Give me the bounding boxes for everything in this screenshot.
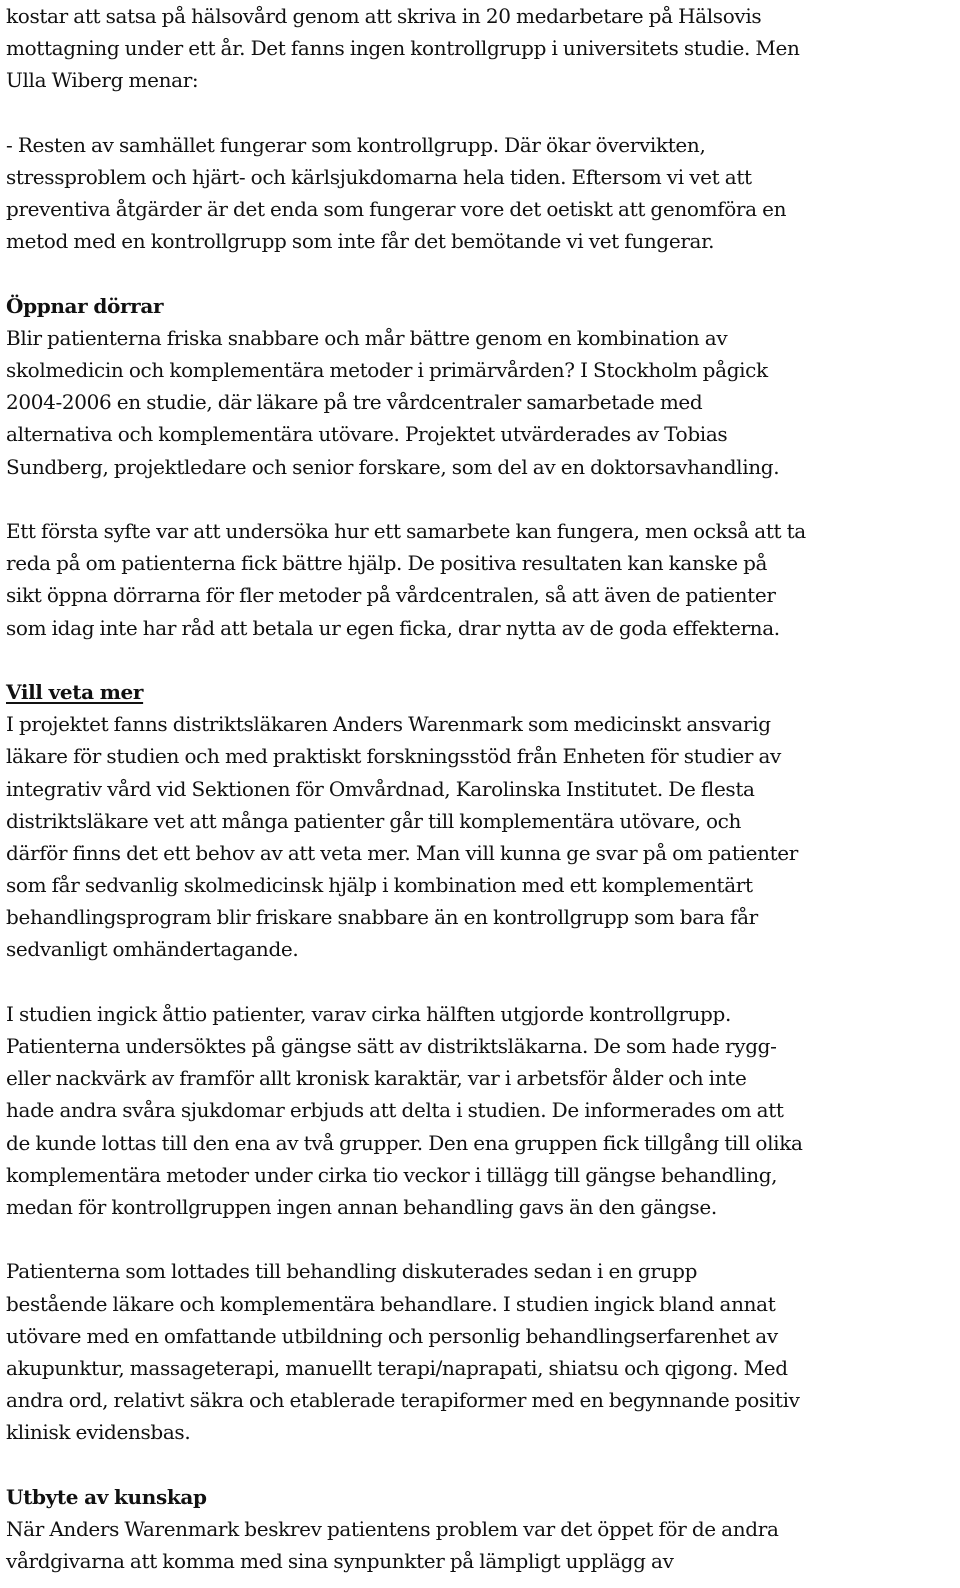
- text-line: andra ord, relativt säkra och etablerade terapiformer med en begynnande positiv: [6, 1388, 800, 1413]
- text-line: Blir patienterna friska snabbare och mår bättre genom en kombination av: [6, 325, 728, 350]
- text-line: behandlingsprogram blir friskare snabbare än en kontrollgrupp som bara får: [6, 905, 758, 930]
- text-line: som idag inte har råd att betala ur egen ficka, drar nytta av de goda effekterna.: [6, 615, 780, 640]
- text-line: preventiva åtgärder är det enda som fungerar vore det oetiskt att genomföra en: [6, 197, 787, 222]
- text-line: hade andra svåra sjukdomar erbjuds att delta i studien. De informerades om att: [6, 1098, 784, 1123]
- text-line: Ett första syfte var att undersöka hur ett samarbete kan fungera, men också att ta: [6, 519, 806, 543]
- text-line: - Resten av samhället fungerar som kontrollgrupp. Där ökar övervikten,: [6, 132, 706, 157]
- text-line: utövare med en omfattande utbildning och personlig behandlingserfarenhet av: [6, 1323, 778, 1348]
- intro-paragraph: [6, 0, 954, 97]
- section2-paragraph-1: [6, 708, 954, 966]
- text-line: medan för kontrollgruppen ingen annan behandling gavs än den gängse.: [6, 1194, 717, 1219]
- paragraph-gap: [6, 483, 954, 515]
- section-oppnar-dorrar: [6, 290, 954, 644]
- paragraph-gap: [6, 258, 954, 290]
- text-line: sikt öppna dörrarna för fler metoder på vårdcentralen, så att även de patienter: [6, 583, 776, 608]
- text-line: kostar att satsa på hälsovård genom att skriva in 20 medarbetare på Hälsovis: [6, 4, 762, 28]
- text-line: vårdgivarna att komma med sina synpunkter på lämpligt upplägg av: [6, 1549, 674, 1573]
- text-line: skolmedicin och komplementära metoder i primärvården? I Stockholm pågick: [6, 358, 768, 383]
- quote-paragraph: [6, 129, 954, 258]
- text-line: I studien ingick åttio patienter, varav cirka hälften utgjorde kontrollgrupp.: [6, 1001, 731, 1026]
- paragraph-gap: [6, 97, 954, 129]
- text-line: komplementära metoder under cirka tio veckor i tillägg till gängse behandling,: [6, 1162, 778, 1187]
- text-line: När Anders Warenmark beskrev patientens problem var det öppet för de andra: [6, 1516, 779, 1541]
- document-page: [6, 0, 954, 1577]
- text-line: distriktsläkare vet att många patienter går till komplementära utövare, och: [6, 808, 742, 833]
- text-line: klinisk evidensbas.: [6, 1420, 191, 1445]
- text-line: metod med en kontrollgrupp som inte får det bemötande vi vet fungerar.: [6, 229, 715, 254]
- text-line: bestående läkare och komplementära behandlare. I studien ingick bland annat: [6, 1291, 776, 1316]
- section2-paragraph-2: [6, 998, 954, 1223]
- section3-paragraph-1: [6, 1513, 954, 1577]
- text-line: integrativ vård vid Sektionen för Omvårdnad, Karolinska Institutet. De flesta: [6, 776, 755, 801]
- paragraph-gap: [6, 1223, 954, 1255]
- text-line: Sundberg, projektledare och senior forskare, som del av en doktorsavhandling.: [6, 454, 780, 479]
- paragraph-gap: [6, 1448, 954, 1480]
- text-line: Patienterna som lottades till behandling diskuterades sedan i en grupp: [6, 1259, 698, 1284]
- text-line: eller nackvärk av framför allt kronisk karaktär, var i arbetsför ålder och inte: [6, 1066, 747, 1091]
- section2-paragraph-3: [6, 1255, 954, 1448]
- text-line: Ulla Wiberg menar:: [6, 68, 199, 93]
- section1-paragraph-2: [6, 515, 954, 644]
- text-line: stressproblem och hjärt- och kärlsjukdomarna hela tiden. Eftersom vi vet att: [6, 164, 752, 189]
- section1-paragraph-1: [6, 322, 954, 483]
- section-heading: Vill veta mer: [6, 679, 144, 704]
- text-line: alternativa och komplementära utövare. Projektet utvärderades av Tobias: [6, 422, 728, 447]
- text-line: de kunde lottas till den ena av två grupper. Den ena gruppen fick tillgång till olika: [6, 1130, 803, 1155]
- text-line: sedvanligt omhändertagande.: [6, 937, 299, 962]
- section-heading: Öppnar dörrar: [6, 293, 164, 318]
- text-line: I projektet fanns distriktsläkaren Anders Warenmark som medicinskt ansvarig: [6, 712, 771, 737]
- text-line: reda på om patienterna fick bättre hjälp. De positiva resultaten kan kanske på: [6, 551, 768, 576]
- section-vill-veta-mer: [6, 676, 954, 1449]
- text-line: läkare för studien och med praktiskt forskningsstöd från Enheten för studier av: [6, 744, 782, 769]
- text-line: därför finns det ett behov av att veta mer. Man vill kunna ge svar på om patienter: [6, 840, 799, 865]
- text-line: mottagning under ett år. Det fanns ingen kontrollgrupp i universitets studie. Men: [6, 36, 800, 61]
- text-line: Patienterna undersöktes på gängse sätt av distriktsläkarna. De som hade rygg-: [6, 1034, 777, 1058]
- text-line: akupunktur, massageterapi, manuellt terapi/naprapati, shiatsu och qigong. Med: [6, 1355, 788, 1380]
- section-heading: Utbyte av kunskap: [6, 1484, 207, 1509]
- paragraph-gap: [6, 966, 954, 998]
- text-line: som får sedvanlig skolmedicinsk hjälp i kombination med ett komplementärt: [6, 873, 753, 898]
- section-utbyte-av-kunskap: [6, 1481, 954, 1578]
- paragraph-gap: [6, 644, 954, 676]
- text-line: 2004-2006 en studie, där läkare på tre vårdcentraler samarbetade med: [6, 390, 703, 415]
